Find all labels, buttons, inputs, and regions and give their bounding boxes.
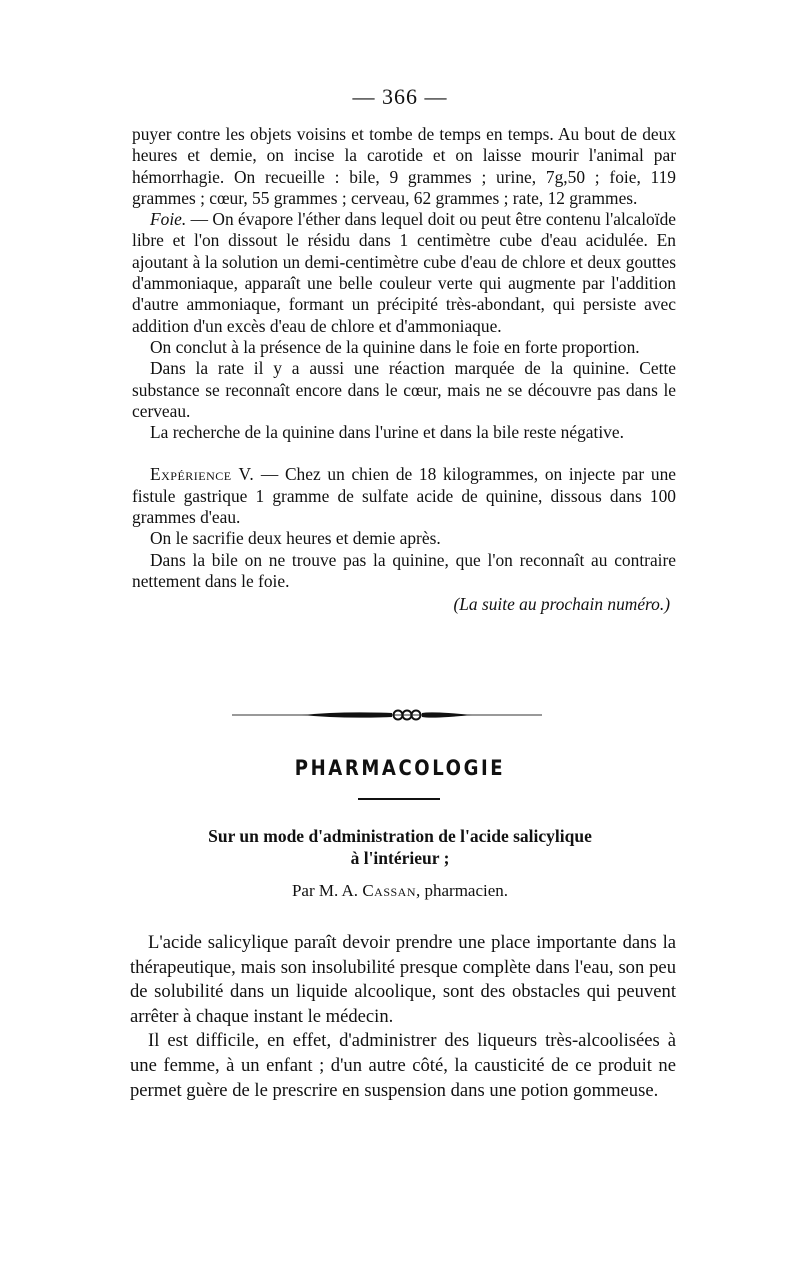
paragraph: On conclut à la présence de la quinine dans le foie en forte proportion.: [150, 336, 640, 357]
paragraph: [132, 209, 676, 337]
ornamental-divider: [232, 704, 542, 724]
paragraph-body: — On évapore l'éther dans lequel doit ou peut être contenu l'alcaloïde libre et l'on dissout le résidu dans 1 centimètre cube d'eau acidulée. En ajoutant à la solution un demi-centimètre cube d'eau de chlore et deux gouttes d'ammoniaque, apparaît une belle couleur verte qui augmente par l'addition d'autre ammoniaque, formant un précipité très-abondant, qui persiste avec addition d'un excès d'eau de chlore et d'ammoniaque.: [132, 209, 676, 336]
page-number: — 366 —: [352, 84, 448, 109]
article-title-line: à l'intérieur ;: [350, 848, 450, 868]
paragraph: On le sacrifie deux heures et demie après.: [150, 528, 441, 549]
byline-suffix: , pharmacien.: [416, 881, 509, 900]
paragraph: La recherche de la quinine dans l'urine et dans la bile reste négative.: [150, 422, 624, 443]
article-body: [130, 931, 676, 1103]
paragraph: Dans la bile on ne trouve pas la quinine, que l'on reconnaît au contraire nettement dans le foie.: [132, 549, 676, 591]
paragraph: puyer contre les objets voisins et tombe de temps en temps. Au bout de deux heures et demie, on incise la carotide et on laisse mourir l'animal par hémorrhagie. On recueille : bile, 9 grammes ; urine, 7g,50 ; foie, 119 grammes ; cœur, 55 grammes ; cerveau, 62 grammes ; rate, 12 grammes.: [132, 124, 676, 208]
paragraph: Dans la rate il y a aussi une réaction marquée de la quinine. Cette substance se reconnaît encore dans le cœur, mais ne se découvre pas dans le cerveau.: [132, 358, 676, 421]
to-be-continued-note: (La suite au prochain numéro.): [453, 594, 670, 615]
paragraph: [132, 464, 676, 528]
byline-prefix: Par M. A.: [291, 881, 363, 900]
author-name: Cassan: [362, 881, 416, 900]
title-rule: [358, 798, 440, 800]
paragraph-lead: Foie.: [150, 209, 187, 230]
article-title-line: Sur un mode d'administration de l'acide salicylique: [208, 826, 592, 846]
byline: [0, 881, 800, 901]
experiment-heading: Expérience V.: [150, 464, 255, 485]
paragraph: Il est difficile, en effet, d'administrer des liqueurs très-alcoolisées à une femme, à un enfant ; d'un autre côté, la causticité de ce produit ne permet guère de le prescrire en suspension dans une potion gommeuse.: [130, 1030, 676, 1101]
continued-article: [132, 124, 676, 616]
paragraph: L'acide salicylique paraît devoir prendre une place importante dans la thérapeutique, mais son insolubilité presque complète dans l'eau, son peu de solubilité dans un liquide alcoolique, sont des obstacles qui peuvent arrêter à chaque instant le médecin.: [130, 932, 676, 1027]
article-title: [0, 825, 800, 869]
section-title: PHARMACOLOGIE: [294, 756, 506, 780]
paragraph-body: — Chez un chien de 18 kilogrammes, on injecte par une fistule gastrique 1 gramme de sulfate acide de quinine, dissous dans 100 grammes d'eau.: [132, 464, 676, 528]
